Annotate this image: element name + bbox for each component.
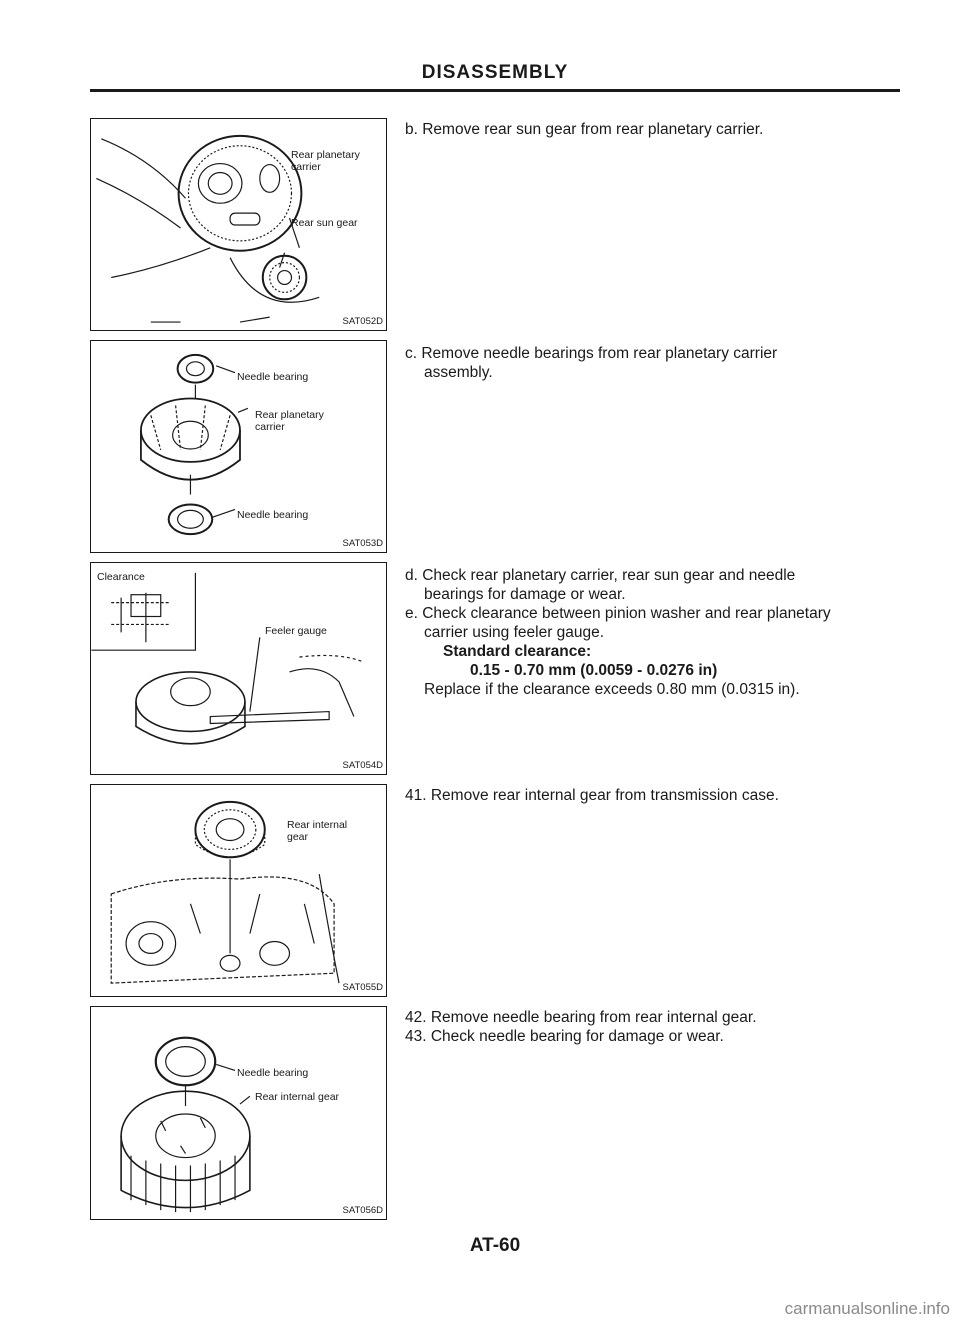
label-feeler-gauge: Feeler gauge	[265, 625, 327, 637]
step-e-line2: carrier using feeler gauge.	[424, 624, 605, 641]
needle-bearing-internal-gear-illustration	[91, 1007, 386, 1219]
page-title: DISASSEMBLY	[421, 62, 569, 83]
figure-sat054d	[90, 562, 387, 775]
label-clearance: Clearance	[97, 571, 145, 583]
figure-code: SAT056D	[342, 1205, 383, 1216]
step-d-line1: d. Check rear planetary carrier, rear sun gear and needle	[405, 567, 796, 584]
figure-sat052d	[90, 118, 387, 331]
figure-code: SAT052D	[342, 316, 383, 327]
label-rear-internal-gear: Rear internal gear	[287, 819, 348, 843]
step-b-text: b. Remove rear sun gear from rear planetary carrier.	[405, 121, 764, 138]
figure-sat055d	[90, 784, 387, 997]
label-needle-bearing: Needle bearing	[237, 371, 309, 383]
step-41	[405, 786, 900, 805]
step-41-text: 41. Remove rear internal gear from transmission case.	[405, 787, 779, 804]
label-rear-sun-gear: Rear sun gear	[291, 217, 358, 229]
step-c	[405, 344, 900, 382]
step-43-text: 43. Check needle bearing for damage or wear.	[405, 1028, 724, 1045]
rear-internal-gear-illustration	[91, 785, 386, 996]
step-c-line2: assembly.	[424, 364, 493, 381]
header-rule	[90, 89, 900, 92]
step-b	[405, 120, 900, 139]
watermark: carmanualsonline.info	[784, 1299, 950, 1318]
figure-sat056d	[90, 1006, 387, 1220]
label-rear-internal-gear: Rear internal gear	[255, 1091, 340, 1103]
step-d-line2: bearings for damage or wear.	[424, 586, 626, 603]
standard-clearance-value: 0.15 - 0.70 mm (0.0059 - 0.0276 in)	[470, 662, 718, 679]
step-42-text: 42. Remove needle bearing from rear internal gear.	[405, 1009, 757, 1026]
steps-42-43	[405, 1008, 900, 1046]
figure-code: SAT053D	[342, 538, 383, 549]
standard-clearance-heading: Standard clearance:	[443, 643, 592, 660]
figure-code: SAT054D	[342, 760, 383, 771]
label-needle-bearing: Needle bearing	[237, 509, 309, 521]
page-number: AT-60	[469, 1235, 521, 1256]
figure-code: SAT055D	[342, 982, 383, 993]
figure-sat053d	[90, 340, 387, 553]
label-rear-planetary-carrier: Rear planetary carrier	[291, 149, 360, 173]
step-e-line1: e. Check clearance between pinion washer and rear planetary	[405, 605, 831, 622]
step-c-line1: c. Remove needle bearings from rear planetary carrier	[405, 345, 778, 362]
steps-d-e	[405, 566, 900, 699]
feeler-gauge-illustration	[91, 563, 386, 774]
step-e-line5: Replace if the clearance exceeds 0.80 mm (0.0315 in).	[424, 681, 800, 698]
label-needle-bearing: Needle bearing	[237, 1067, 309, 1079]
label-rear-planetary-carrier: Rear planetary carrier	[255, 409, 324, 433]
